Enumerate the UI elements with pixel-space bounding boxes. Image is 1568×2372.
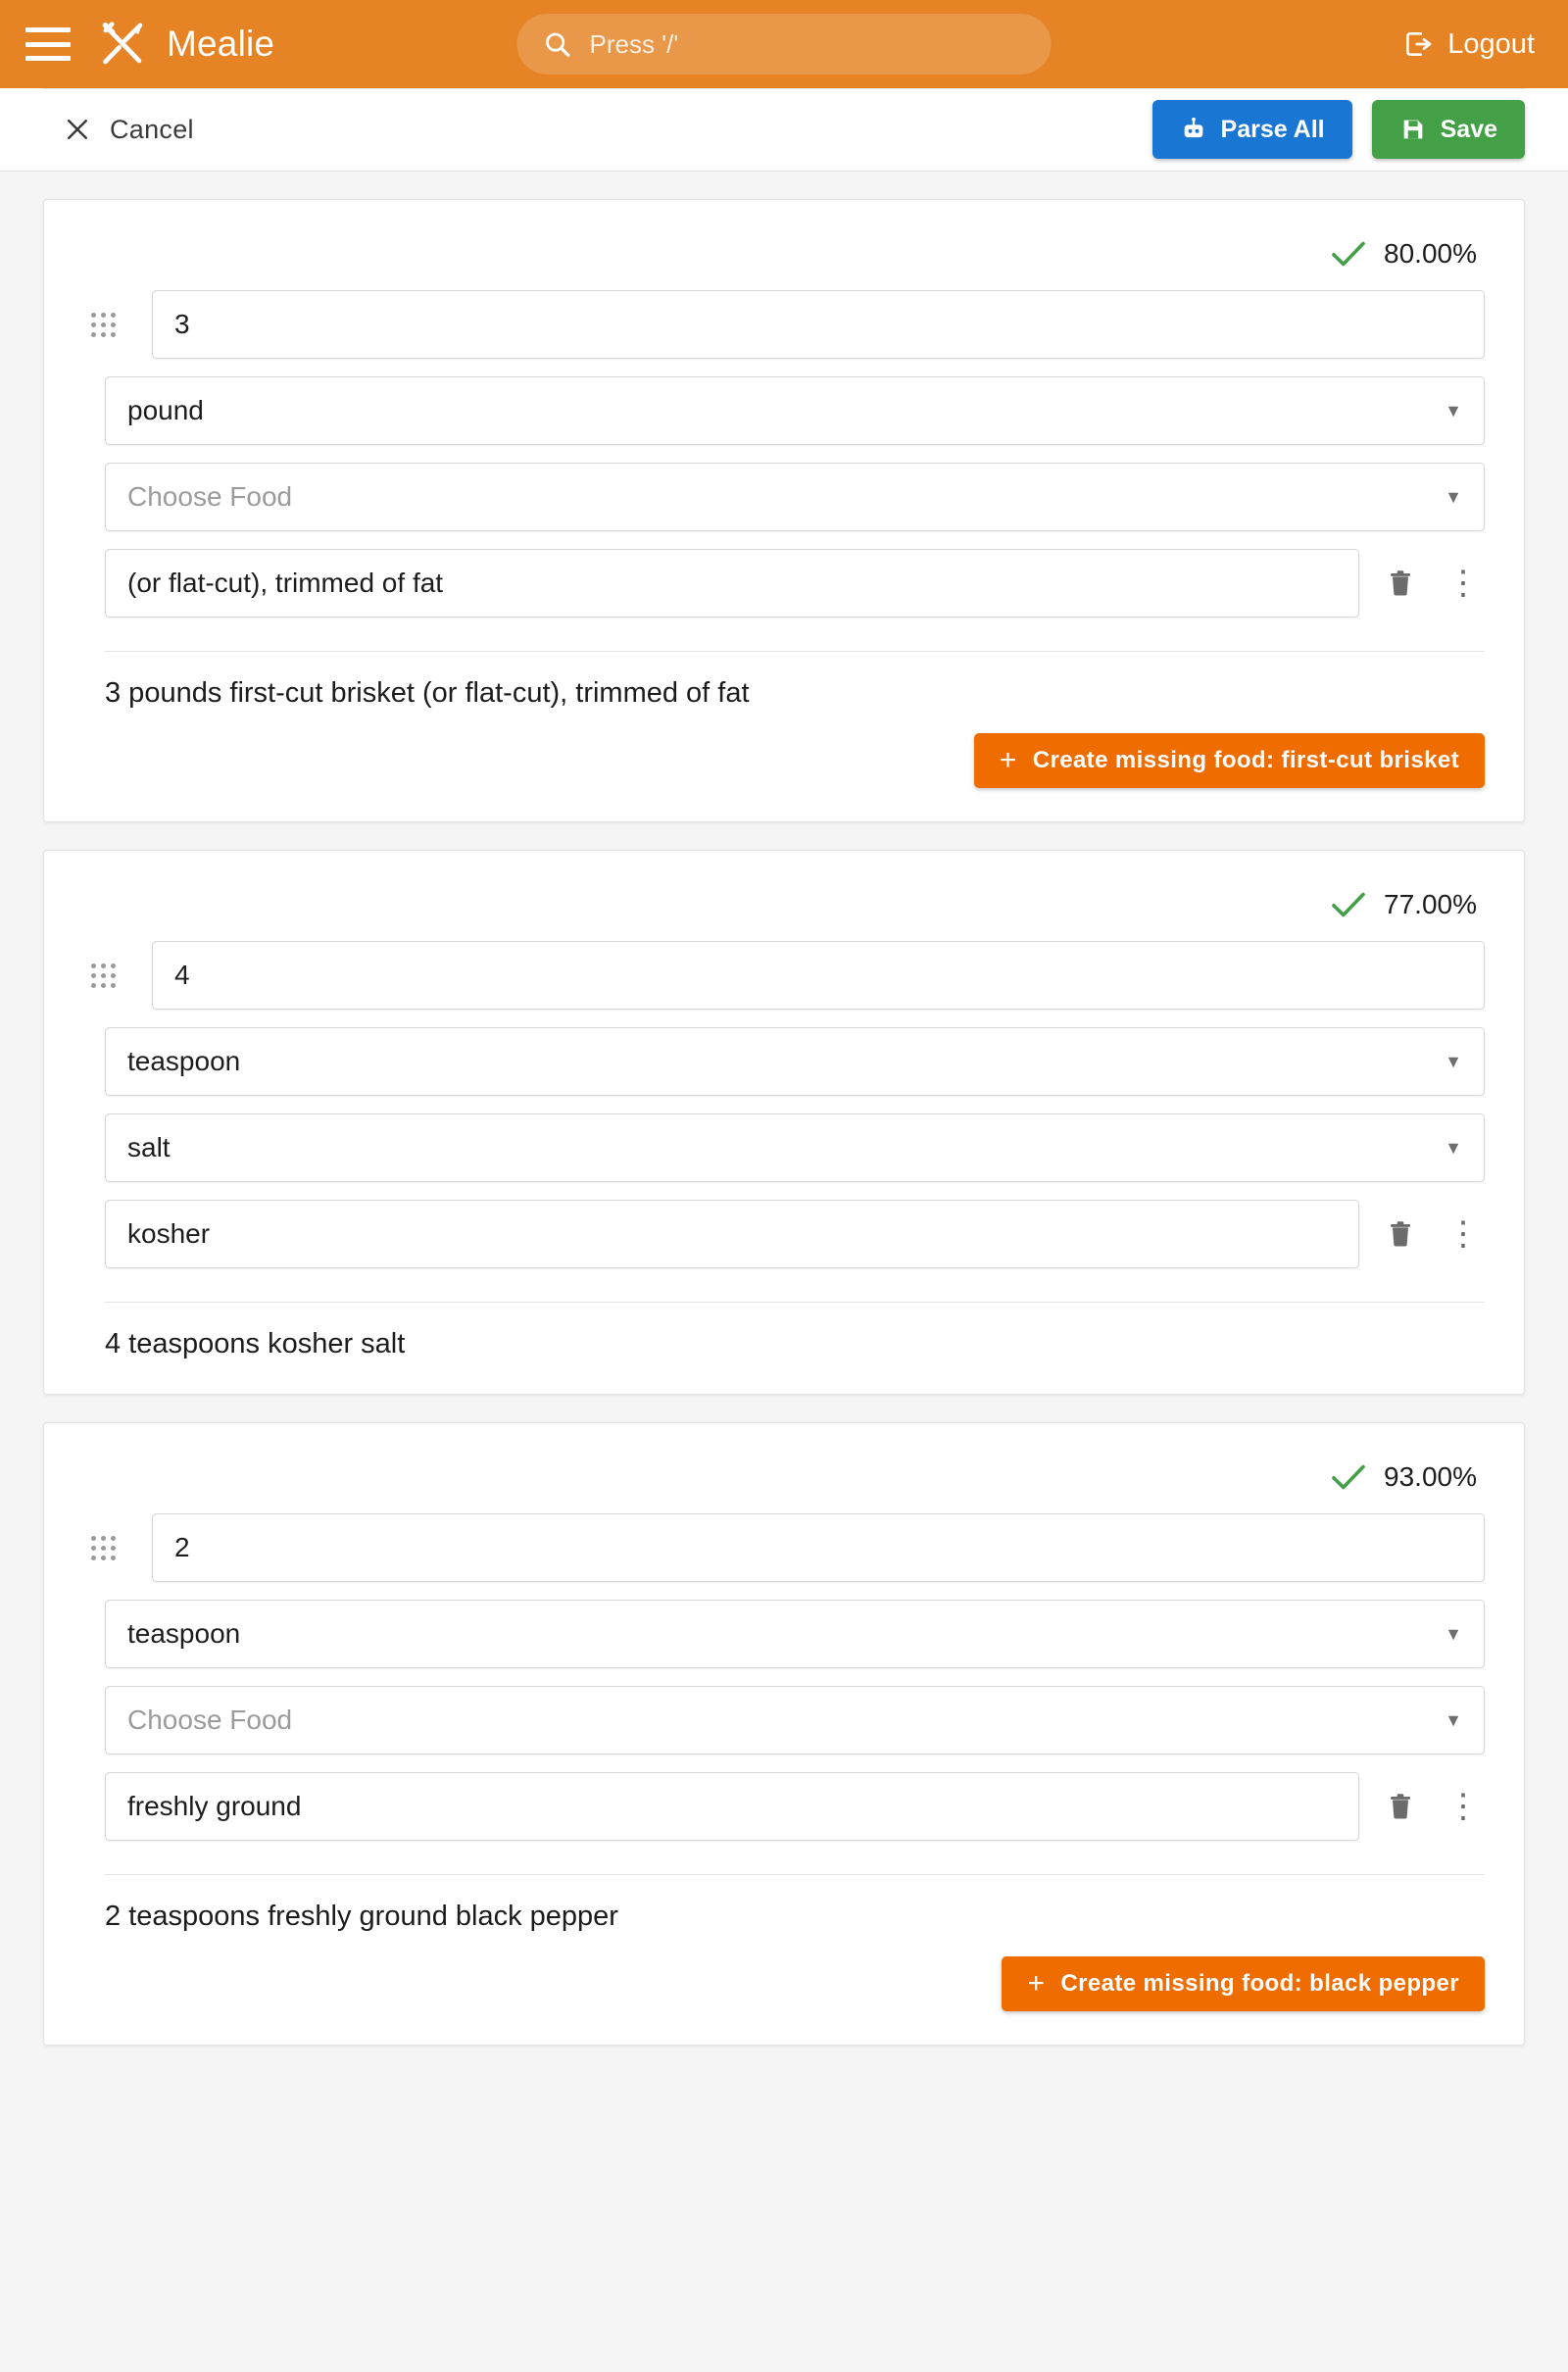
check-icon [1331, 1463, 1366, 1491]
create-missing-food-label: Create missing food: black pepper [1060, 1970, 1459, 1997]
plus-icon: + [1027, 1967, 1046, 2000]
food-value: salt [127, 1132, 171, 1162]
create-missing-row [91, 1956, 1485, 2011]
note-row [91, 549, 1485, 618]
hamburger-icon[interactable] [25, 27, 71, 61]
unit-row [91, 1027, 1485, 1096]
unit-select[interactable] [105, 376, 1485, 445]
save-disk-icon [1399, 116, 1427, 143]
cancel-label: Cancel [110, 114, 194, 144]
chevron-down-icon: ▼ [1445, 400, 1462, 420]
ingredient-card [43, 850, 1525, 1395]
food-select[interactable] [105, 463, 1485, 531]
confidence-row [91, 876, 1485, 933]
unit-value: pound [127, 395, 204, 425]
create-missing-food-button[interactable] [974, 733, 1485, 788]
food-row [91, 1113, 1485, 1182]
more-vertical-icon[interactable]: ⋮ [1446, 565, 1480, 602]
plus-icon: + [999, 744, 1017, 776]
food-select[interactable] [105, 1686, 1485, 1754]
more-vertical-icon[interactable]: ⋮ [1446, 1788, 1480, 1825]
ingredient-summary: 3 pounds first-cut brisket (or flat-cut), trimmed of fat [105, 677, 750, 709]
logout-icon [1402, 28, 1434, 60]
note-input[interactable]: kosher [105, 1200, 1359, 1268]
quantity-input[interactable]: 4 [152, 941, 1485, 1010]
logout-label: Logout [1447, 27, 1535, 60]
logout-button[interactable] [1402, 28, 1535, 61]
food-value: Choose Food [127, 1705, 293, 1735]
check-icon [1331, 240, 1366, 268]
parse-all-button[interactable] [1152, 100, 1352, 159]
search-box[interactable] [517, 14, 1052, 74]
cancel-button[interactable] [63, 115, 194, 145]
delete-ingredient-button[interactable] [1373, 1207, 1428, 1261]
toolbar-actions [1152, 100, 1525, 159]
ingredient-card [43, 1422, 1525, 2046]
ingredient-summary: 2 teaspoons freshly ground black pepper [105, 1901, 618, 1932]
unit-select[interactable] [105, 1600, 1485, 1668]
parse-all-label: Parse All [1220, 115, 1325, 143]
editor-toolbar [0, 88, 1568, 172]
quantity-row [91, 941, 1485, 1010]
create-missing-row [91, 733, 1485, 788]
chevron-down-icon: ▼ [1445, 1623, 1462, 1644]
food-row [91, 1686, 1485, 1754]
fork-knife-logo [96, 18, 149, 71]
quantity-row [91, 1513, 1485, 1582]
ingredient-summary: 4 teaspoons kosher salt [105, 1328, 406, 1359]
save-label: Save [1440, 115, 1497, 143]
confidence-row [91, 1449, 1485, 1506]
create-missing-food-label: Create missing food: first-cut brisket [1032, 747, 1459, 773]
food-row [91, 463, 1485, 531]
note-input[interactable]: freshly ground [105, 1772, 1359, 1841]
food-value: Choose Food [127, 481, 293, 512]
note-row [91, 1772, 1485, 1841]
food-select[interactable] [105, 1113, 1485, 1182]
search-input[interactable] [588, 28, 1026, 61]
confidence-value: 77.00% [1384, 889, 1477, 919]
app-title: Mealie [167, 24, 275, 64]
ingredient-list [0, 199, 1568, 2046]
drag-handle-icon[interactable] [91, 1536, 138, 1560]
unit-row [91, 1600, 1485, 1668]
delete-ingredient-button[interactable] [1373, 1779, 1428, 1834]
unit-row [91, 376, 1485, 445]
confidence-value: 93.00% [1384, 1461, 1477, 1492]
chevron-down-icon: ▼ [1445, 1709, 1462, 1730]
create-missing-food-button[interactable] [1002, 1956, 1485, 2011]
unit-value: teaspoon [127, 1618, 241, 1649]
close-icon [63, 115, 92, 144]
robot-icon [1180, 116, 1207, 143]
card-divider [105, 651, 1485, 652]
chevron-down-icon: ▼ [1445, 1051, 1462, 1071]
ingredient-card [43, 199, 1525, 822]
drag-handle-icon[interactable] [91, 313, 138, 337]
drag-handle-icon[interactable] [91, 964, 138, 988]
card-divider [105, 1302, 1485, 1303]
toolbar-divider [43, 88, 1525, 89]
more-vertical-icon[interactable]: ⋮ [1446, 1215, 1480, 1253]
search-icon [543, 29, 572, 59]
confidence-value: 80.00% [1384, 238, 1477, 269]
note-row [91, 1200, 1485, 1268]
save-button[interactable] [1372, 100, 1525, 159]
delete-ingredient-button[interactable] [1373, 556, 1428, 611]
quantity-input[interactable]: 2 [152, 1513, 1485, 1582]
chevron-down-icon: ▼ [1445, 486, 1462, 507]
note-input[interactable]: (or flat-cut), trimmed of fat [105, 549, 1359, 618]
app-bar [0, 0, 1568, 88]
confidence-row [91, 225, 1485, 282]
check-icon [1331, 891, 1366, 918]
quantity-input[interactable]: 3 [152, 290, 1485, 359]
quantity-row [91, 290, 1485, 359]
chevron-down-icon: ▼ [1445, 1137, 1462, 1158]
unit-select[interactable] [105, 1027, 1485, 1096]
card-divider [105, 1874, 1485, 1875]
unit-value: teaspoon [127, 1046, 241, 1076]
